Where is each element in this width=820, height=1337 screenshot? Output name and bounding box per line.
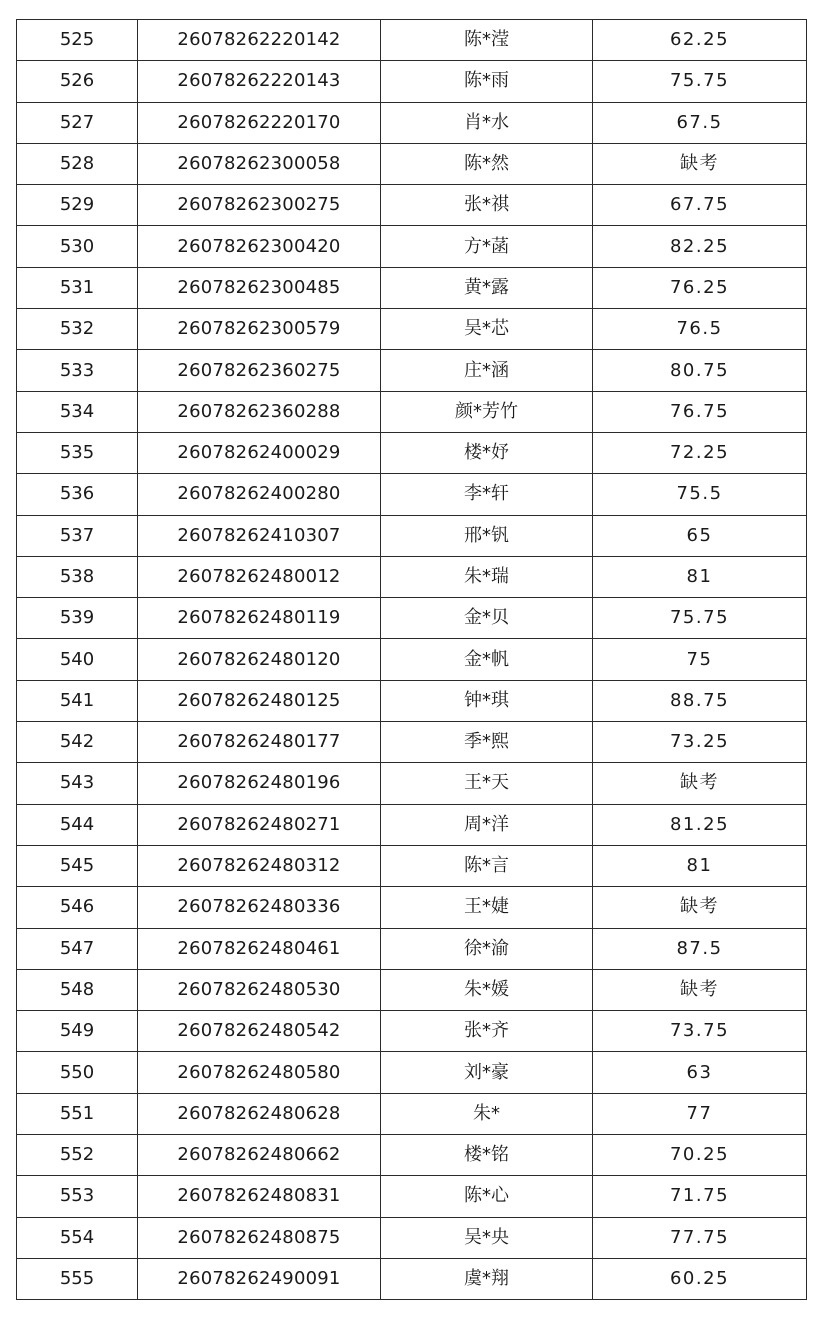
exam-number-cell: 26078262400029 — [138, 432, 381, 473]
row-index-cell: 531 — [17, 267, 138, 308]
row-index-cell: 550 — [17, 1052, 138, 1093]
exam-number-cell: 26078262480196 — [138, 763, 381, 804]
exam-number-cell: 26078262480461 — [138, 928, 381, 969]
student-name-cell: 黄*露 — [381, 267, 593, 308]
row-index-cell: 542 — [17, 722, 138, 763]
table-row — [17, 1135, 807, 1176]
student-name-cell: 陈*心 — [381, 1176, 593, 1217]
row-index-cell: 540 — [17, 639, 138, 680]
student-name-cell: 周*洋 — [381, 804, 593, 845]
row-index-cell: 536 — [17, 474, 138, 515]
score-table-body — [17, 20, 807, 1300]
student-name-cell: 王*天 — [381, 763, 593, 804]
student-name-cell: 庄*涵 — [381, 350, 593, 391]
score-sheet — [16, 19, 806, 1300]
table-row — [17, 391, 807, 432]
table-row — [17, 887, 807, 928]
row-index-cell: 546 — [17, 887, 138, 928]
exam-number-cell: 26078262300058 — [138, 143, 381, 184]
table-row — [17, 515, 807, 556]
score-cell: 88.75 — [593, 680, 807, 721]
score-cell: 75.75 — [593, 598, 807, 639]
row-index-cell: 530 — [17, 226, 138, 267]
exam-number-cell: 26078262480831 — [138, 1176, 381, 1217]
table-row — [17, 845, 807, 886]
student-name-cell: 陈*然 — [381, 143, 593, 184]
table-row — [17, 969, 807, 1010]
student-name-cell: 李*轩 — [381, 474, 593, 515]
student-name-cell: 季*熙 — [381, 722, 593, 763]
exam-number-cell: 26078262300275 — [138, 185, 381, 226]
row-index-cell: 551 — [17, 1093, 138, 1134]
score-cell: 63 — [593, 1052, 807, 1093]
row-index-cell: 534 — [17, 391, 138, 432]
score-cell: 76.75 — [593, 391, 807, 432]
exam-number-cell: 26078262300485 — [138, 267, 381, 308]
row-index-cell: 539 — [17, 598, 138, 639]
table-row — [17, 61, 807, 102]
student-name-cell: 楼*妤 — [381, 432, 593, 473]
student-name-cell: 虞*翔 — [381, 1258, 593, 1299]
table-row — [17, 432, 807, 473]
student-name-cell: 颜*芳竹 — [381, 391, 593, 432]
score-cell: 80.75 — [593, 350, 807, 391]
exam-number-cell: 26078262480012 — [138, 556, 381, 597]
exam-number-cell: 26078262480125 — [138, 680, 381, 721]
row-index-cell: 547 — [17, 928, 138, 969]
student-name-cell: 朱*瑞 — [381, 556, 593, 597]
score-cell: 81.25 — [593, 804, 807, 845]
exam-number-cell: 26078262220142 — [138, 20, 381, 61]
table-row — [17, 1258, 807, 1299]
row-index-cell: 541 — [17, 680, 138, 721]
exam-number-cell: 26078262360275 — [138, 350, 381, 391]
student-name-cell: 张*齐 — [381, 1011, 593, 1052]
student-name-cell: 陈*雨 — [381, 61, 593, 102]
row-index-cell: 527 — [17, 102, 138, 143]
student-name-cell: 刘*豪 — [381, 1052, 593, 1093]
table-row — [17, 143, 807, 184]
row-index-cell: 532 — [17, 309, 138, 350]
exam-number-cell: 26078262480628 — [138, 1093, 381, 1134]
score-cell: 81 — [593, 556, 807, 597]
exam-number-cell: 26078262400280 — [138, 474, 381, 515]
score-cell: 73.75 — [593, 1011, 807, 1052]
score-cell: 73.25 — [593, 722, 807, 763]
table-row — [17, 556, 807, 597]
score-cell: 62.25 — [593, 20, 807, 61]
row-index-cell: 553 — [17, 1176, 138, 1217]
exam-number-cell: 26078262480662 — [138, 1135, 381, 1176]
row-index-cell: 533 — [17, 350, 138, 391]
exam-number-cell: 26078262480177 — [138, 722, 381, 763]
student-name-cell: 吴*芯 — [381, 309, 593, 350]
row-index-cell: 552 — [17, 1135, 138, 1176]
exam-number-cell: 26078262480119 — [138, 598, 381, 639]
score-cell: 缺考 — [593, 969, 807, 1010]
score-cell: 缺考 — [593, 143, 807, 184]
score-cell: 65 — [593, 515, 807, 556]
table-row — [17, 1176, 807, 1217]
row-index-cell: 525 — [17, 20, 138, 61]
table-row — [17, 639, 807, 680]
student-name-cell: 张*祺 — [381, 185, 593, 226]
score-cell: 81 — [593, 845, 807, 886]
row-index-cell: 535 — [17, 432, 138, 473]
exam-number-cell: 26078262480580 — [138, 1052, 381, 1093]
exam-number-cell: 26078262480312 — [138, 845, 381, 886]
exam-number-cell: 26078262480336 — [138, 887, 381, 928]
score-cell: 77.75 — [593, 1217, 807, 1258]
score-cell: 87.5 — [593, 928, 807, 969]
row-index-cell: 548 — [17, 969, 138, 1010]
row-index-cell: 543 — [17, 763, 138, 804]
row-index-cell: 544 — [17, 804, 138, 845]
table-row — [17, 20, 807, 61]
student-name-cell: 邢*钒 — [381, 515, 593, 556]
table-row — [17, 309, 807, 350]
row-index-cell: 537 — [17, 515, 138, 556]
student-name-cell: 陈*言 — [381, 845, 593, 886]
table-row — [17, 928, 807, 969]
student-name-cell: 徐*渝 — [381, 928, 593, 969]
student-name-cell: 朱* — [381, 1093, 593, 1134]
table-row — [17, 722, 807, 763]
exam-number-cell: 26078262300579 — [138, 309, 381, 350]
exam-number-cell: 26078262480271 — [138, 804, 381, 845]
row-index-cell: 555 — [17, 1258, 138, 1299]
row-index-cell: 545 — [17, 845, 138, 886]
row-index-cell: 528 — [17, 143, 138, 184]
exam-number-cell: 26078262480875 — [138, 1217, 381, 1258]
score-cell: 67.75 — [593, 185, 807, 226]
student-name-cell: 钟*琪 — [381, 680, 593, 721]
row-index-cell: 554 — [17, 1217, 138, 1258]
exam-number-cell: 26078262410307 — [138, 515, 381, 556]
student-name-cell: 金*帆 — [381, 639, 593, 680]
table-row — [17, 267, 807, 308]
table-row — [17, 474, 807, 515]
score-cell: 缺考 — [593, 763, 807, 804]
table-row — [17, 598, 807, 639]
student-name-cell: 陈*滢 — [381, 20, 593, 61]
exam-number-cell: 26078262490091 — [138, 1258, 381, 1299]
table-row — [17, 680, 807, 721]
exam-number-cell: 26078262480530 — [138, 969, 381, 1010]
table-row — [17, 1011, 807, 1052]
table-row — [17, 763, 807, 804]
table-row — [17, 1217, 807, 1258]
row-index-cell: 538 — [17, 556, 138, 597]
row-index-cell: 529 — [17, 185, 138, 226]
score-cell: 82.25 — [593, 226, 807, 267]
table-row — [17, 1052, 807, 1093]
exam-number-cell: 26078262480120 — [138, 639, 381, 680]
score-cell: 76.25 — [593, 267, 807, 308]
row-index-cell: 549 — [17, 1011, 138, 1052]
score-cell: 75.5 — [593, 474, 807, 515]
score-cell: 缺考 — [593, 887, 807, 928]
student-name-cell: 金*贝 — [381, 598, 593, 639]
score-cell: 76.5 — [593, 309, 807, 350]
student-name-cell: 朱*媛 — [381, 969, 593, 1010]
table-row — [17, 804, 807, 845]
student-name-cell: 方*菡 — [381, 226, 593, 267]
exam-number-cell: 26078262220170 — [138, 102, 381, 143]
table-row — [17, 226, 807, 267]
exam-number-cell: 26078262300420 — [138, 226, 381, 267]
student-name-cell: 王*婕 — [381, 887, 593, 928]
score-cell: 60.25 — [593, 1258, 807, 1299]
row-index-cell: 526 — [17, 61, 138, 102]
score-table — [16, 19, 807, 1300]
exam-number-cell: 26078262360288 — [138, 391, 381, 432]
student-name-cell: 楼*铭 — [381, 1135, 593, 1176]
student-name-cell: 吴*央 — [381, 1217, 593, 1258]
table-row — [17, 185, 807, 226]
score-cell: 70.25 — [593, 1135, 807, 1176]
student-name-cell: 肖*水 — [381, 102, 593, 143]
score-cell: 75.75 — [593, 61, 807, 102]
table-row — [17, 102, 807, 143]
score-cell: 71.75 — [593, 1176, 807, 1217]
score-cell: 75 — [593, 639, 807, 680]
exam-number-cell: 26078262220143 — [138, 61, 381, 102]
exam-number-cell: 26078262480542 — [138, 1011, 381, 1052]
score-cell: 72.25 — [593, 432, 807, 473]
table-row — [17, 350, 807, 391]
table-row — [17, 1093, 807, 1134]
score-cell: 67.5 — [593, 102, 807, 143]
score-cell: 77 — [593, 1093, 807, 1134]
